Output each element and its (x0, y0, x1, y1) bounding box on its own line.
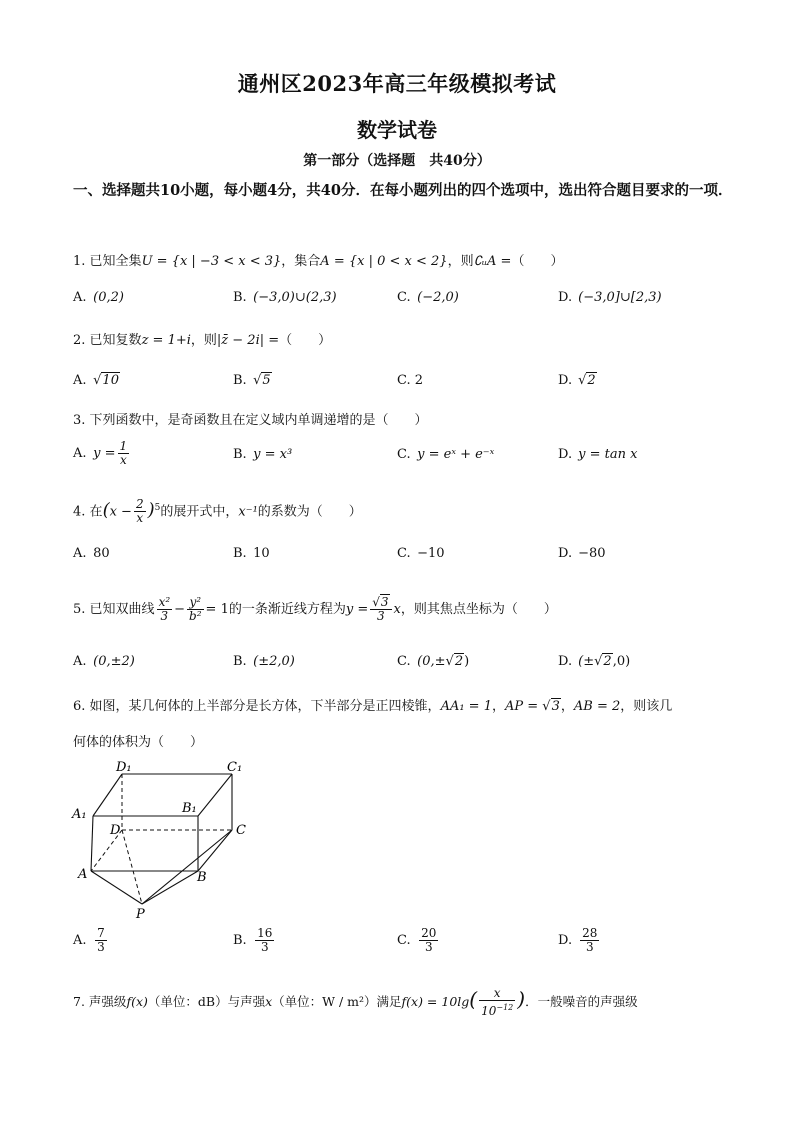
question-number: 4. (73, 504, 86, 520)
label-c1: C₁ (227, 760, 243, 775)
math-expression: ∁ᵤA = (473, 254, 512, 269)
option-b: B. (−3,0)∪(2,3) (233, 290, 337, 305)
option-b: B. y = x³ (233, 447, 293, 462)
option-c: C. −10 (397, 546, 445, 561)
option-c: C. 2 (397, 373, 424, 388)
option-d: D. $\frac{28}{3}$ (558, 926, 598, 954)
label-a1: A₁ (72, 807, 87, 822)
option-a: A. (0,±2) (73, 654, 135, 669)
option-c: C. (0,±√2) (397, 654, 470, 669)
question-number: 3. (73, 413, 86, 428)
option-b: B. 10 (233, 546, 270, 561)
question-number: 5. (73, 602, 86, 617)
question-number: 2. (73, 333, 86, 348)
math-expression: A = {x | 0 < x < 2} (320, 254, 448, 269)
question-number: 1. (73, 254, 86, 269)
option-b: B. (±2,0) (233, 654, 295, 669)
option-a: A. 80 (73, 546, 110, 561)
label-d1: D₁ (116, 760, 132, 775)
question-6-line2: 何体的体积为（ ） (73, 735, 204, 750)
option-a: A. √10 (73, 373, 119, 388)
exam-title: 通州区2023年高三年级模拟考试 (237, 71, 557, 96)
label-b: B (197, 870, 207, 885)
option-c: C. $\frac{20}{3}$ (397, 926, 437, 954)
option-c: C. y = eˣ + e⁻ˣ (397, 447, 495, 462)
option-d: D. (±√2,0) (558, 654, 631, 669)
question-3: 3. 下列函数中，是奇函数且在定义域内单调递增的是（ ） (73, 413, 428, 428)
exam-subject: 数学试卷 (357, 118, 437, 142)
option-b: B. √5 (233, 373, 271, 388)
option-d: D. y = tan x (558, 447, 638, 462)
label-b1: B₁ (182, 801, 197, 816)
option-c: C. (−2,0) (397, 290, 459, 305)
question-2: 2. 已知复数z = 1+i，则|z̄ − 2i| =（ ） (73, 333, 332, 348)
option-d: D. √2 (558, 373, 596, 388)
question-1: 1. 已知全集U = {x | −3 < x < 3}，集合A = {x | 0 < x < 2}，则∁ᵤA =（ ） (73, 254, 564, 269)
option-a: A. (0,2) (73, 290, 124, 305)
label-c: C (236, 823, 246, 838)
question-5: 5. 已知双曲线 $\frac{\text{x²}}{3}$ − $\frac{\text{y²}}{\text{b²}}$ = 1的一条渐近线方程为y = $\frac{√3}{3}$ x，则其焦点坐标为（ ） (73, 595, 557, 623)
option-d: D. −80 (558, 546, 606, 561)
label-p: P (136, 907, 145, 922)
geometry-figure (70, 758, 260, 924)
label-d: D (110, 823, 121, 838)
question-number: 6. (73, 699, 86, 714)
math-expression: U = {x | −3 < x < 3} (141, 254, 282, 269)
question-number: 7. (73, 994, 85, 1009)
part-heading: 第一部分（选择题 共40分） (303, 153, 491, 169)
label-a: A (78, 867, 88, 882)
option-a: A. $\frac{7}{3}$ (73, 926, 105, 954)
section-instructions: 一、选择题共10小题，每小题4分，共40分．在每小题列出的四个选项中，选出符合题目要求的一项． (73, 182, 733, 199)
question-7: 7. 声强级f(x)（单位：dB）与声强x（单位：W / m²）满足f(x) = 10lg( $\frac{x}{10^{-12}}$ )．一般噪音的声强级 (73, 986, 638, 1018)
option-d: D. (−3,0]∪[2,3) (558, 290, 662, 305)
question-6: 6. 如图，某几何体的上半部分是长方体，下半部分是正四棱锥，AA₁ = 1，AP = √3，AB = 2，则该几 (73, 699, 673, 714)
option-a: A. y = $\frac{1}{x}$ (73, 439, 128, 467)
question-4: 4. 在(x − $\frac{2}{x}$ )$^5$的展开式中，x⁻¹的系数为（ ） (73, 497, 362, 526)
option-b: B. $\frac{16}{3}$ (233, 926, 273, 954)
